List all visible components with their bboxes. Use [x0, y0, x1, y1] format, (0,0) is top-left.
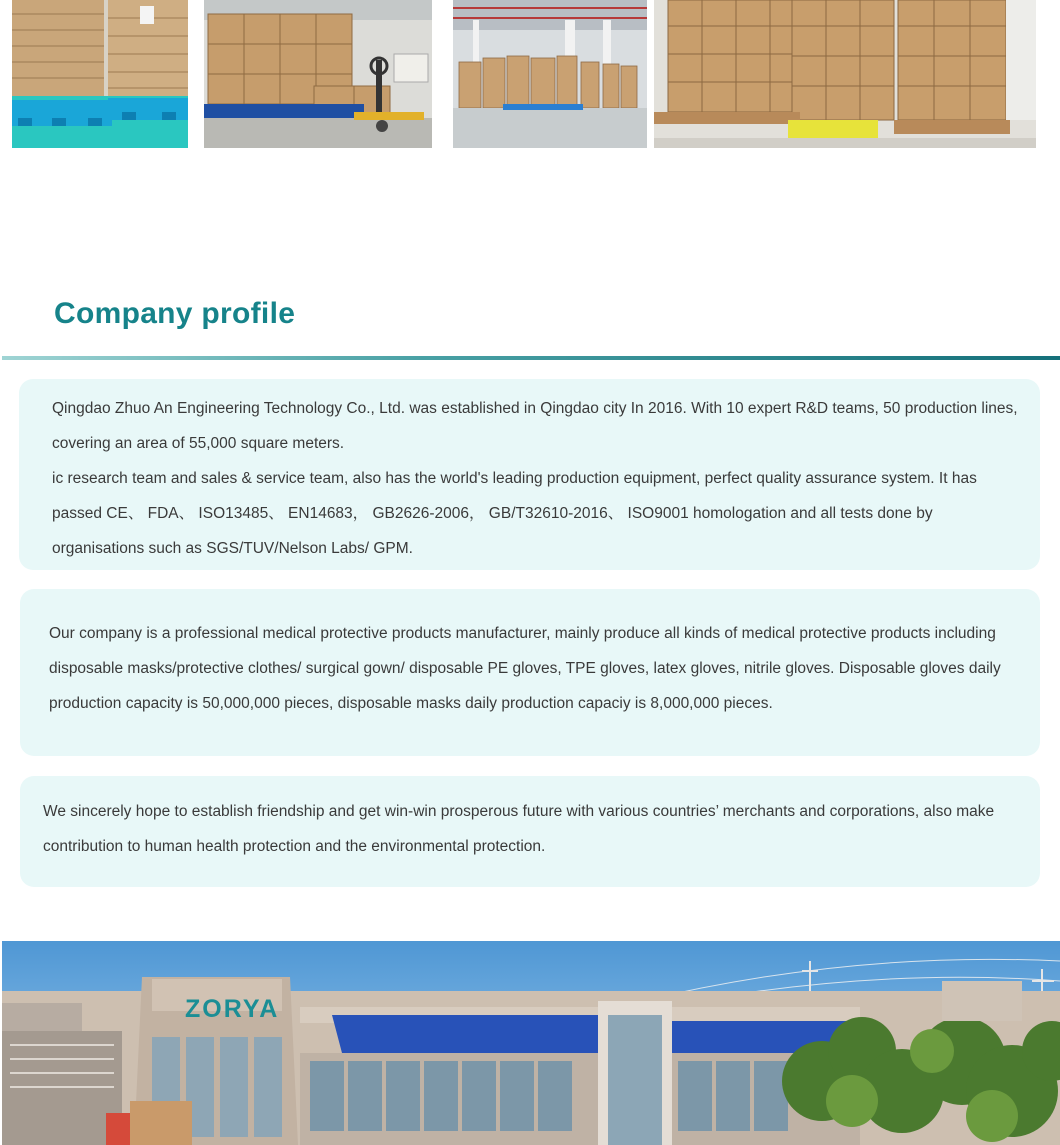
- profile-paragraph-intro: Qingdao Zhuo An Engineering Technology Co., Ltd. was established in Qingdao city In 2016. With 10 expert R&D teams, 50 production lines, covering an area of 55,000 square meters.: [52, 400, 1018, 452]
- profile-paragraph-cooperation: We sincerely hope to establish friendship and get win-win prosperous future with various countries’ merchants and corporations, also make contribution to human health protection and the environmental protection.: [43, 803, 995, 855]
- title-divider: [2, 356, 1060, 360]
- page-title: Company profile: [54, 297, 296, 330]
- building-sign-text: ZORYA: [185, 995, 280, 1023]
- stacked-cartons-photo: [654, 0, 1036, 148]
- profile-intro-box: [19, 379, 1040, 570]
- warehouse-stock-photo: [453, 0, 647, 148]
- profile-paragraph-products: Our company is a professional medical protective products manufacturer, mainly produce all kinds of medical protective products including disposable masks/protective clothes/ surgical gown/ disposable PE gloves, TPE gloves, latex gloves, nitrile gloves. Disposable gloves daily production capacity is 50,000,000 pieces, disposable masks daily production capaciy is 8,000,000 pieces.: [49, 625, 1001, 712]
- cardboard-pallet-photo: [12, 0, 188, 148]
- profile-paragraph-certifications: ic research team and sales & service team, also has the world's leading production equipment, perfect quality assurance system. It has passed CE、 FDA、 ISO13485、 EN14683， GB2626-2006， GB/T32610-2016、 ISO9001 homologation and all tests done by organisations such as SGS/TUV/Nelson Labs/ GPM.: [52, 470, 977, 557]
- profile-products-box: [20, 589, 1040, 756]
- profile-cooperation-box: [20, 776, 1040, 887]
- warehouse-pallet-jack-photo: [204, 0, 432, 148]
- factory-building-photo: [2, 941, 1060, 1145]
